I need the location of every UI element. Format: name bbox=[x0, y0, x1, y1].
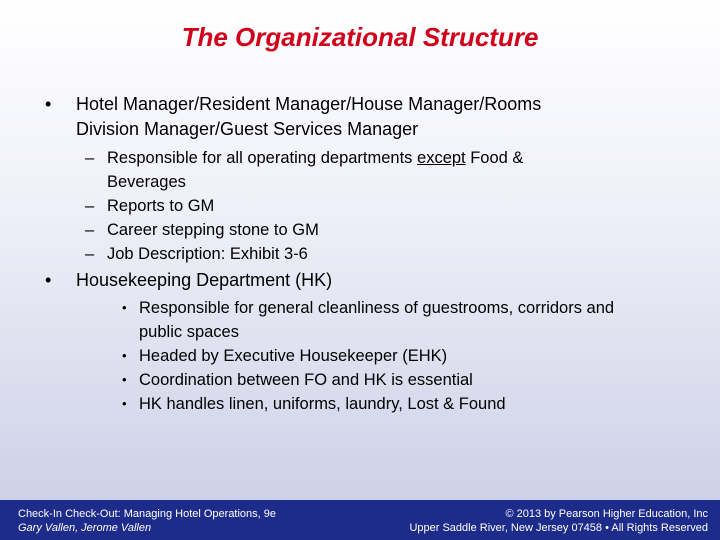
resp-pre: Responsible for all operating departments bbox=[107, 149, 418, 167]
bullet-housekeeping bbox=[45, 268, 676, 293]
reports-text: Reports to GM bbox=[107, 197, 215, 215]
bullet-dot: • bbox=[45, 270, 52, 290]
footer-left bbox=[18, 507, 276, 535]
hk-coord-text: Coordination between FO and HK is essential bbox=[139, 371, 473, 389]
resp-except: except bbox=[417, 149, 466, 167]
hk-resp-line1: Responsible for general cleanliness of guestrooms, corridors and bbox=[139, 299, 615, 317]
hotel-manager-line1: Hotel Manager/Resident Manager/House Manager/Rooms bbox=[76, 94, 542, 114]
bullet-dot: • bbox=[122, 372, 127, 387]
hk-resp-line2: public spaces bbox=[139, 323, 239, 341]
job-text: Job Description: Exhibit 3-6 bbox=[107, 245, 308, 263]
resp-line2: Beverages bbox=[107, 173, 186, 191]
dash-marker: – bbox=[85, 197, 95, 215]
footer-right bbox=[409, 507, 708, 535]
footer-book: Check-In Check-Out: Managing Hotel Operations, 9e bbox=[18, 508, 277, 520]
bullet-hotel-manager bbox=[45, 92, 676, 142]
bullet-dot: • bbox=[122, 348, 127, 363]
sub-responsible bbox=[85, 146, 627, 194]
bullet-dot: • bbox=[45, 94, 52, 114]
dash-marker: – bbox=[85, 245, 95, 263]
hk-headed-text: Headed by Executive Housekeeper (EHK) bbox=[139, 347, 448, 365]
hk-coord bbox=[122, 368, 679, 392]
sub-career bbox=[85, 218, 627, 242]
sub-job bbox=[85, 242, 627, 266]
hk-responsible bbox=[122, 296, 679, 344]
footer-address: Upper Saddle River, New Jersey 07458 • All Rights Reserved bbox=[409, 522, 708, 534]
bullet-dot: • bbox=[122, 396, 127, 411]
housekeeping-label: Housekeeping Department (HK) bbox=[76, 270, 333, 290]
slide-title: The Organizational Structure bbox=[181, 22, 539, 52]
dash-marker: – bbox=[85, 149, 95, 167]
hk-headed bbox=[122, 344, 679, 368]
dash-marker: – bbox=[85, 221, 95, 239]
resp-post: Food & bbox=[465, 149, 524, 167]
footer-authors: Gary Vallen, Jerome Vallen bbox=[18, 522, 152, 534]
career-text: Career stepping stone to GM bbox=[107, 221, 319, 239]
footer-copyright: © 2013 by Pearson Higher Education, Inc bbox=[505, 508, 708, 520]
bullet-dot: • bbox=[122, 300, 127, 315]
hk-linen bbox=[122, 392, 679, 416]
hotel-manager-line2: Division Manager/Guest Services Manager bbox=[76, 119, 419, 139]
sub-reports bbox=[85, 194, 627, 218]
slide-footer bbox=[0, 500, 720, 540]
hk-linen-text: HK handles linen, uniforms, laundry, Lost & Found bbox=[139, 395, 506, 413]
